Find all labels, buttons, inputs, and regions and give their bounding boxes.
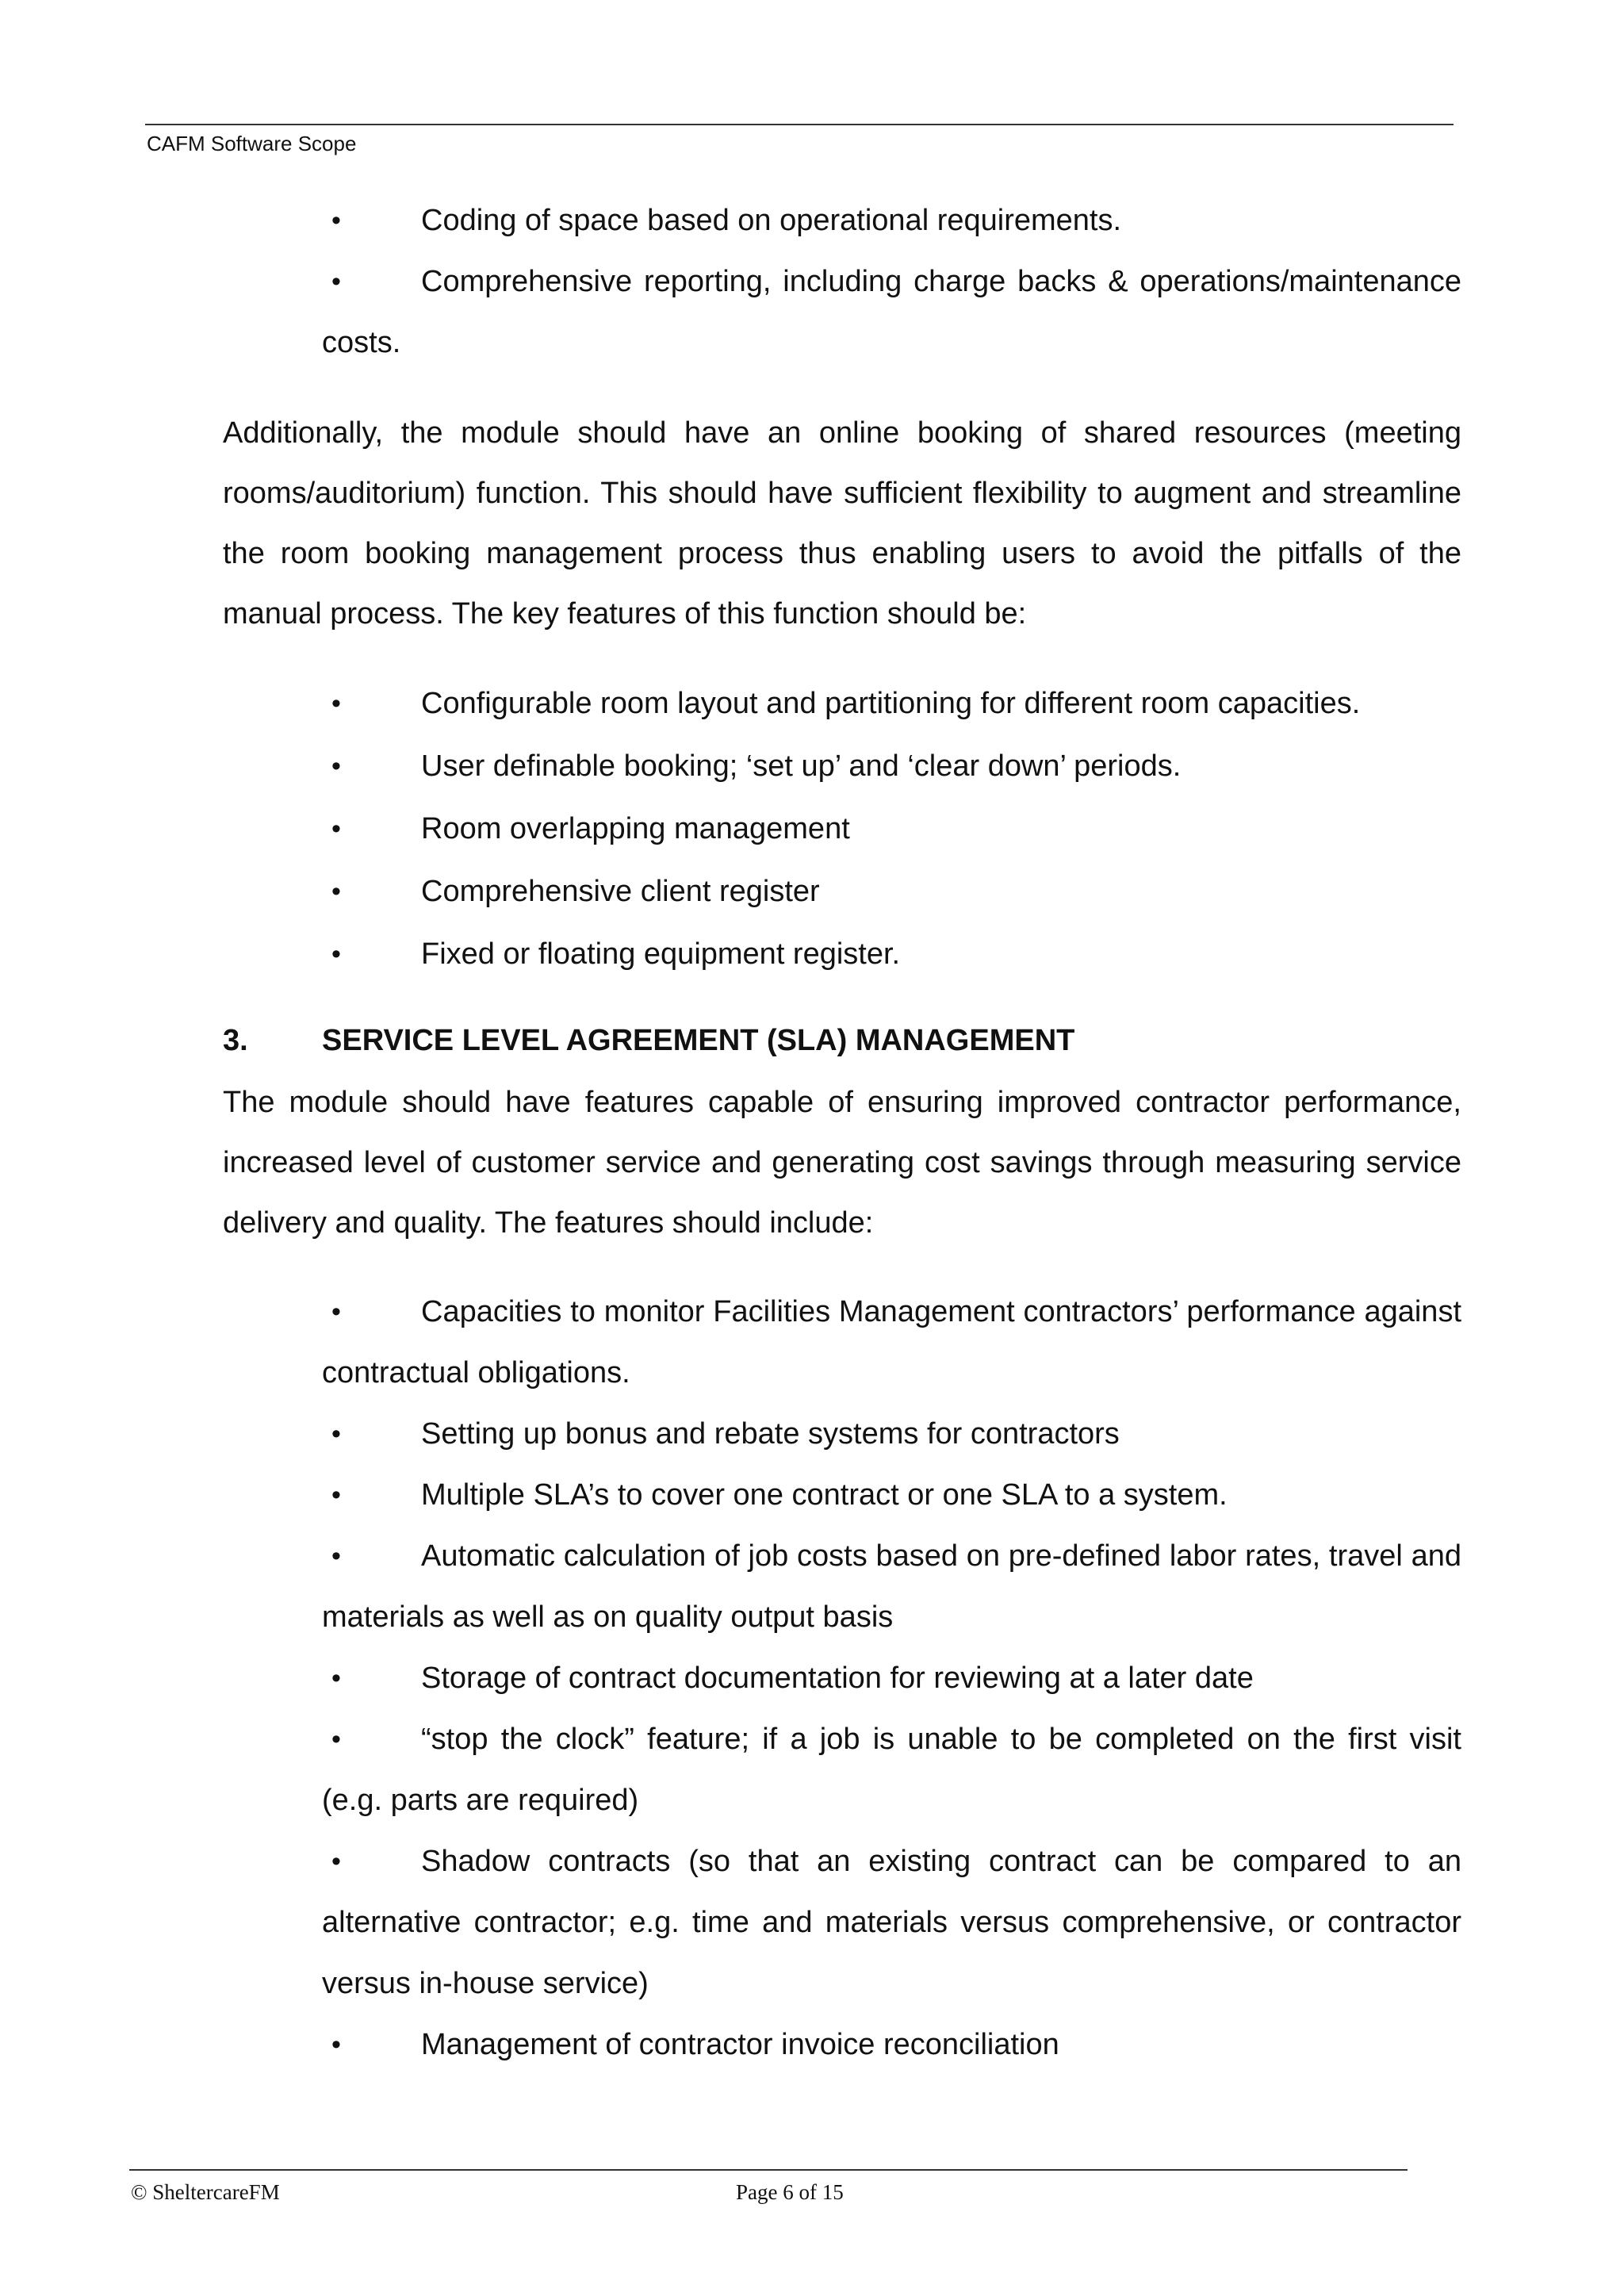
- page-number: Page 6 of 15: [736, 2180, 844, 2204]
- bullet-icon: •: [331, 266, 341, 297]
- page-footer: [129, 2169, 1408, 2204]
- footer-copyright: © SheltercareFM: [131, 2180, 280, 2204]
- paragraph-sla-intro: The module should have features capable of ensuring improved contractor performance, increased level of customer service and generating cost savings through measuring service delivery and quality. The features should include:: [223, 1086, 1461, 1240]
- bullet-icon: •: [331, 751, 341, 781]
- list-item: • Capacities to monitor Facilities Management contractors’ performance against contractual obligations.: [322, 1282, 1461, 1404]
- bullet-icon: •: [331, 2030, 341, 2060]
- list-item: • Comprehensive client register: [322, 861, 1461, 923]
- bullet-icon: •: [331, 1724, 341, 1754]
- bullet-icon: •: [331, 939, 341, 969]
- bullet-icon: •: [331, 1419, 341, 1449]
- section-number: 3.: [223, 1024, 248, 1057]
- list-item: • Room overlapping management: [322, 798, 1461, 861]
- list-item: • Automatic calculation of job costs based on pre-defined labor rates, travel and materials as well as on quality output basis: [322, 1526, 1461, 1648]
- list-item: • “stop the clock” feature; if a job is unable to be completed on the first visit (e.g. parts are required): [322, 1709, 1461, 1831]
- list-item: • Comprehensive reporting, including charge backs & operations/maintenance costs.: [322, 251, 1461, 374]
- bullet-icon: •: [331, 1846, 341, 1876]
- bullet-icon: •: [331, 1541, 341, 1571]
- list-item: • User definable booking; ‘set up’ and ‘clear down’ periods.: [322, 735, 1461, 798]
- bullet-list-booking-features: [322, 673, 1461, 986]
- bullet-icon: •: [331, 1297, 341, 1327]
- bullet-icon: •: [331, 1663, 341, 1693]
- list-item: • Setting up bonus and rebate systems for contractors: [322, 1404, 1461, 1465]
- list-item: • Storage of contract documentation for reviewing at a later date: [322, 1648, 1461, 1709]
- paragraph-room-booking: Additionally, the module should have an online booking of shared resources (meeting rooms/auditorium) function. This should have sufficient flexibility to augment and streamline the room booking management process thus enabling users to avoid the pitfalls of the manual process. The key features of this function should be:: [223, 416, 1461, 631]
- list-item: • Fixed or floating equipment register.: [322, 923, 1461, 986]
- bullet-icon: •: [331, 205, 341, 236]
- list-item: • Management of contractor invoice reconciliation: [322, 2014, 1461, 2076]
- bullet-icon: •: [331, 688, 341, 719]
- list-item: • Coding of space based on operational requirements.: [322, 190, 1461, 251]
- page-header: [145, 124, 1454, 155]
- bullet-list-space: [322, 190, 1461, 374]
- bullet-icon: •: [331, 876, 341, 907]
- header-title: CAFM Software Scope: [147, 132, 357, 155]
- bullet-icon: •: [331, 814, 341, 844]
- section-title: SERVICE LEVEL AGREEMENT (SLA) MANAGEMENT: [322, 1024, 1075, 1057]
- bullet-icon: •: [331, 1480, 341, 1510]
- section-heading: [223, 1017, 1461, 1064]
- list-item: • Configurable room layout and partitioning for different room capacities.: [322, 673, 1461, 735]
- list-item: • Multiple SLA’s to cover one contract or one SLA to a system.: [322, 1465, 1461, 1526]
- list-item: • Shadow contracts (so that an existing contract can be compared to an alternative contractor; e.g. time and materials versus comprehensive, or contractor versus in-house service): [322, 1831, 1461, 2014]
- bullet-list-sla-features: [322, 1282, 1461, 2076]
